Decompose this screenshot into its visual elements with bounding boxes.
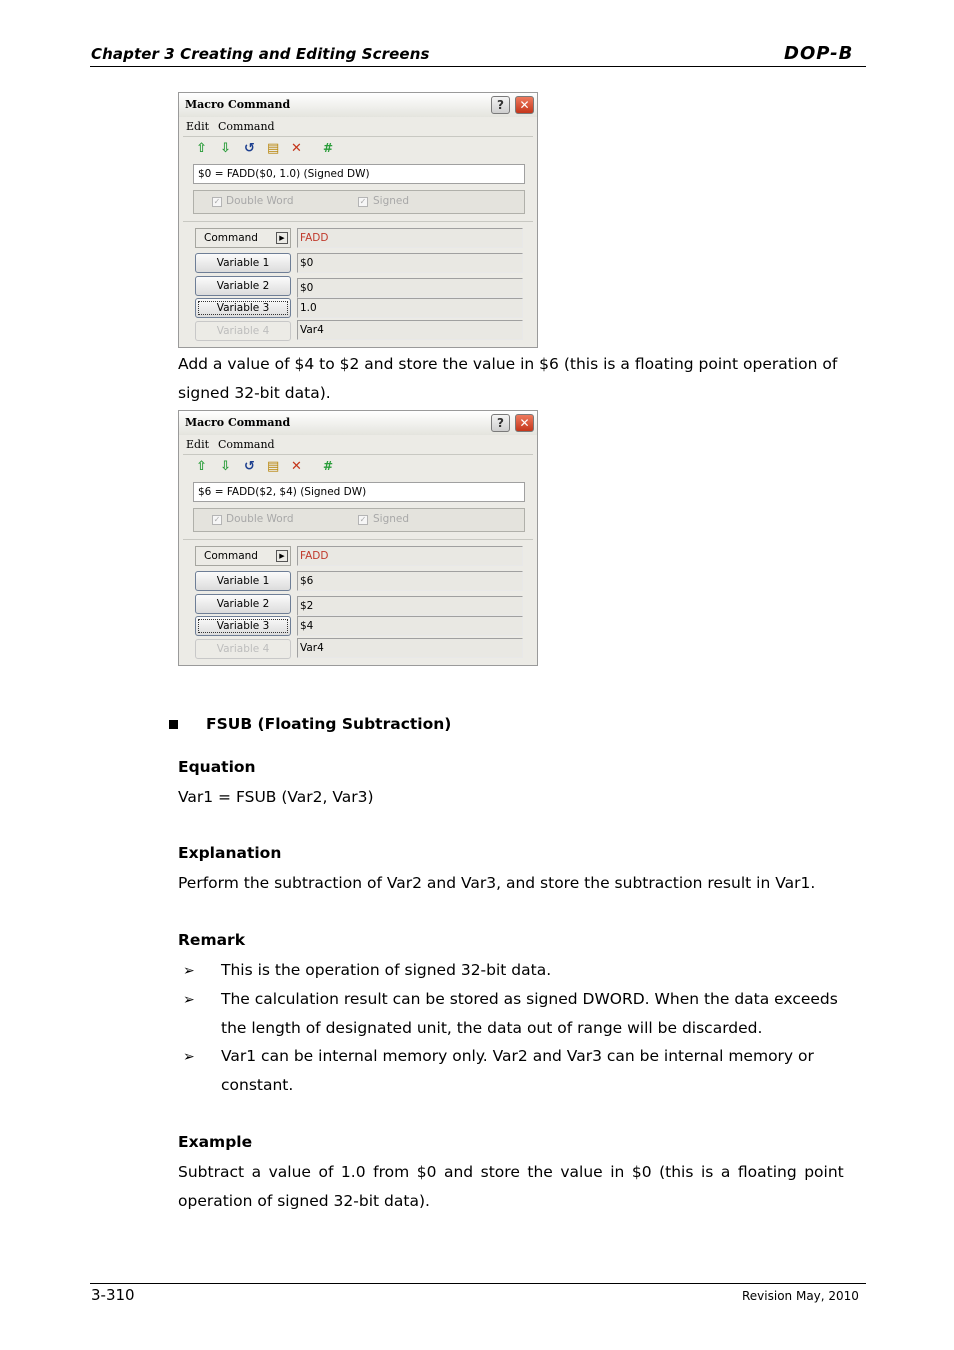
close-icon: ✕ (519, 98, 530, 112)
variable-3-button[interactable]: Variable 3 (195, 616, 291, 636)
variable-1-field[interactable]: $0 (297, 253, 523, 273)
variable-1-button[interactable]: Variable 1 (195, 571, 291, 591)
remark-arrow-icon: ➢ (183, 963, 195, 979)
section-bullet (169, 720, 178, 729)
menu-edit[interactable]: Edit (186, 438, 210, 451)
delete-icon[interactable]: ✕ (291, 141, 302, 156)
variable-1-field[interactable]: $6 (297, 571, 523, 591)
remark-item (221, 1042, 814, 1099)
variable-4-button: Variable 4 (195, 639, 291, 659)
remark-line: Var1 can be internal memory only. Var2 and Var3 can be internal memory or (221, 1047, 814, 1065)
expression-field: $0 = FADD($0, 1.0) (Signed DW) (193, 164, 525, 184)
dialog-titlebar (179, 411, 537, 435)
macro-command-dialog (178, 92, 538, 348)
remark-line: constant. (221, 1075, 294, 1094)
variable-3-field[interactable]: $4 (297, 616, 523, 636)
separator (183, 454, 533, 455)
command-label: Command (204, 232, 258, 244)
remark-line: This is the operation of signed 32-bit data. (221, 961, 552, 979)
remark-heading: Remark (178, 931, 246, 949)
dialog-title: Macro Command (185, 98, 291, 111)
separator (183, 136, 533, 137)
remark-arrow-icon: ➢ (183, 1049, 195, 1065)
variable-2-button[interactable]: Variable 2 (195, 594, 291, 614)
variable-3-field[interactable]: 1.0 (297, 298, 523, 318)
double-word-checkbox[interactable]: ✓ (213, 197, 221, 206)
chevron-right-icon: ▶ (276, 550, 288, 562)
close-icon: ✕ (519, 416, 530, 430)
example-heading: Example (178, 1133, 253, 1151)
close-button[interactable] (515, 96, 534, 114)
delete-icon[interactable]: ✕ (291, 459, 302, 474)
explanation-text: Perform the subtraction of Var2 and Var3, and store the subtraction result in Var1. (178, 874, 816, 892)
signed-checkbox[interactable]: ✓ (359, 197, 367, 206)
refresh-icon[interactable]: ↺ (244, 459, 255, 474)
variable-2-button[interactable]: Variable 2 (195, 276, 291, 296)
variable-2-field[interactable]: $0 (297, 278, 523, 298)
expression-field: $6 = FADD($2, $4) (Signed DW) (193, 482, 525, 502)
header-rule (90, 66, 866, 67)
arrow-down-icon[interactable]: ⇩ (220, 459, 231, 474)
save-icon[interactable]: ▤ (267, 459, 280, 474)
example-line1: Subtract a value of 1.0 from $0 and store the value in $0 (this is a floating point (178, 1163, 844, 1181)
paragraph-add-line1: Add a value of $4 to $2 and store the value in $6 (this is a floating point operation of (178, 355, 838, 373)
menu-edit[interactable]: Edit (186, 120, 210, 133)
command-selector[interactable] (195, 228, 291, 248)
separator (183, 539, 533, 540)
double-word-label: Double Word (226, 513, 294, 525)
command-selector[interactable] (195, 546, 291, 566)
remark-line: The calculation result can be stored as signed DWORD. When the data exceeds (221, 990, 838, 1008)
signed-label: Signed (373, 513, 410, 525)
variable-2-field[interactable]: $2 (297, 596, 523, 616)
save-icon[interactable]: ▤ (267, 141, 280, 156)
signed-label: Signed (373, 195, 410, 207)
help-button[interactable] (491, 96, 510, 114)
macro-command-dialog (178, 410, 538, 666)
chapter-title: Chapter 3 Creating and Editing Screens (91, 45, 430, 63)
hash-icon[interactable]: # (323, 459, 334, 473)
arrow-down-icon[interactable]: ⇩ (220, 141, 231, 156)
example-line2: operation of signed 32-bit data). (178, 1191, 430, 1210)
variable-4-field: Var4 (297, 320, 523, 340)
section-heading: FSUB (Floating Subtraction) (206, 715, 452, 733)
dialog-titlebar (179, 93, 537, 117)
options-group (193, 190, 525, 214)
question-icon: ? (497, 98, 504, 112)
variable-1-button[interactable]: Variable 1 (195, 253, 291, 273)
menu-command[interactable]: Command (218, 438, 275, 451)
arrow-up-icon[interactable]: ⇧ (196, 459, 207, 474)
command-value-field: FADD (297, 546, 523, 566)
separator (183, 221, 533, 222)
variable-4-button: Variable 4 (195, 321, 291, 341)
equation-text: Var1 = FSUB (Var2, Var3) (178, 788, 374, 806)
variable-3-button[interactable]: Variable 3 (195, 298, 291, 318)
command-label: Command (204, 550, 258, 562)
hash-icon[interactable]: # (323, 141, 334, 155)
paragraph-add-line2: signed 32-bit data). (178, 383, 331, 402)
command-value-field: FADD (297, 228, 523, 248)
refresh-icon[interactable]: ↺ (244, 141, 255, 156)
chevron-right-icon: ▶ (276, 232, 288, 244)
dop-b-logo: DOP-B (784, 43, 854, 64)
revision-note: Revision May, 2010 (742, 1289, 859, 1303)
example-text (178, 1158, 864, 1215)
remark-arrow-icon: ➢ (183, 992, 195, 1008)
close-button[interactable] (515, 414, 534, 432)
equation-heading: Equation (178, 758, 256, 776)
remark-item (221, 956, 551, 985)
remark-line: the length of designated unit, the data out of range will be discarded. (221, 1018, 763, 1037)
options-group (193, 508, 525, 532)
question-icon: ? (497, 416, 504, 430)
explanation-heading: Explanation (178, 844, 282, 862)
remark-item (221, 985, 838, 1042)
signed-checkbox[interactable]: ✓ (359, 515, 367, 524)
variable-4-field: Var4 (297, 638, 523, 658)
page-number: 3-310 (91, 1286, 135, 1304)
double-word-label: Double Word (226, 195, 294, 207)
menu-command[interactable]: Command (218, 120, 275, 133)
dialog-title: Macro Command (185, 416, 291, 429)
arrow-up-icon[interactable]: ⇧ (196, 141, 207, 156)
double-word-checkbox[interactable]: ✓ (213, 515, 221, 524)
help-button[interactable] (491, 414, 510, 432)
paragraph-add (178, 350, 864, 407)
footer-rule (90, 1283, 866, 1284)
